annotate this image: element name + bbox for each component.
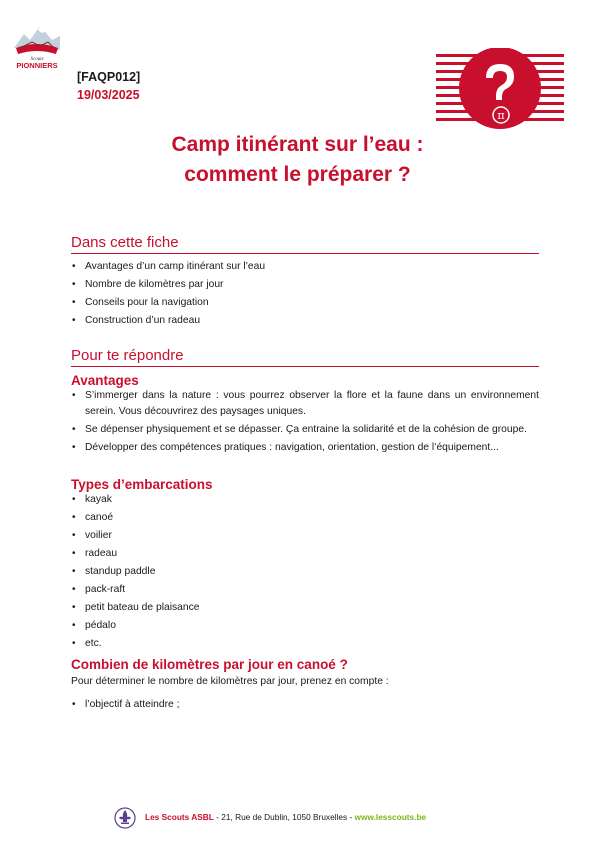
footer-website-link[interactable]: www.lesscouts.be [354, 812, 427, 822]
section-heading-answer: Pour te répondre [71, 347, 539, 367]
toc-item: • Conseils pour la navigation [71, 294, 539, 312]
km-criteria-item: • l’objectif à atteindre ; [71, 696, 539, 714]
page-title-line-1: Camp itinérant sur l’eau : [171, 133, 424, 156]
toc-item: • Avantages d’un camp itinérant sur l’eau [71, 258, 539, 276]
advantage-item: • Se dépenser physiquement et se dépasser. Ça entraine la solidarité et de la cohésion de groupe. [71, 422, 539, 438]
advantage-item: • Développer des compétences pratiques : navigation, orientation, gestion de l’équipement... [71, 440, 539, 456]
pi-symbol: π [497, 109, 505, 122]
boat-type-item: • kayak [71, 491, 539, 509]
subheading-km-per-day: Combien de kilomètres par jour en canoé ? [71, 657, 348, 672]
page-title [0, 130, 595, 190]
boat-type-item: • standup paddle [71, 563, 539, 581]
svg-text:PIONNIERS: PIONNIERS [16, 61, 58, 70]
section-heading-toc: Dans cette fiche [71, 234, 539, 254]
subheading-advantages: Avantages [71, 373, 139, 388]
boat-type-item: • pédalo [71, 617, 539, 635]
footer-org-name: Les Scouts ASBL [145, 812, 214, 822]
advantages-list [71, 388, 539, 458]
faq-question-icon [436, 48, 564, 132]
scouts-fleur-de-lis-icon [114, 806, 136, 830]
boat-type-item: • etc. [71, 635, 539, 653]
advantage-item: • S’immerger dans la nature : vous pourrez observer la flore et la faune dans un environnement serein. Vous découvrirez des paysages uniques. [71, 388, 539, 420]
boat-types-list [71, 491, 539, 653]
km-intro-text: Pour déterminer le nombre de kilomètres par jour, prenez en compte : [71, 676, 389, 687]
subheading-boat-types: Types d’embarcations [71, 477, 213, 492]
footer-address: - 21, Rue de Dublin, 1050 Bruxelles - [213, 812, 355, 822]
svg-text:Scouts: Scouts [30, 57, 44, 62]
pionniers-logo [10, 18, 64, 70]
toc-item: • Nombre de kilomètres par jour [71, 276, 539, 294]
page-title-line-2: comment le préparer ? [184, 163, 411, 186]
toc-item: • Construction d’un radeau [71, 312, 539, 330]
boat-type-item: • radeau [71, 545, 539, 563]
document-date: 19/03/2025 [77, 88, 140, 102]
footer-text [145, 812, 426, 822]
page-footer [0, 806, 595, 830]
boat-type-item: • petit bateau de plaisance [71, 599, 539, 617]
boat-type-item: • canoé [71, 509, 539, 527]
boat-type-item: • voilier [71, 527, 539, 545]
km-criteria-list [71, 696, 539, 714]
boat-type-item: • pack-raft [71, 581, 539, 599]
toc-list [71, 258, 539, 330]
document-reference: [FAQP012] [77, 70, 141, 84]
